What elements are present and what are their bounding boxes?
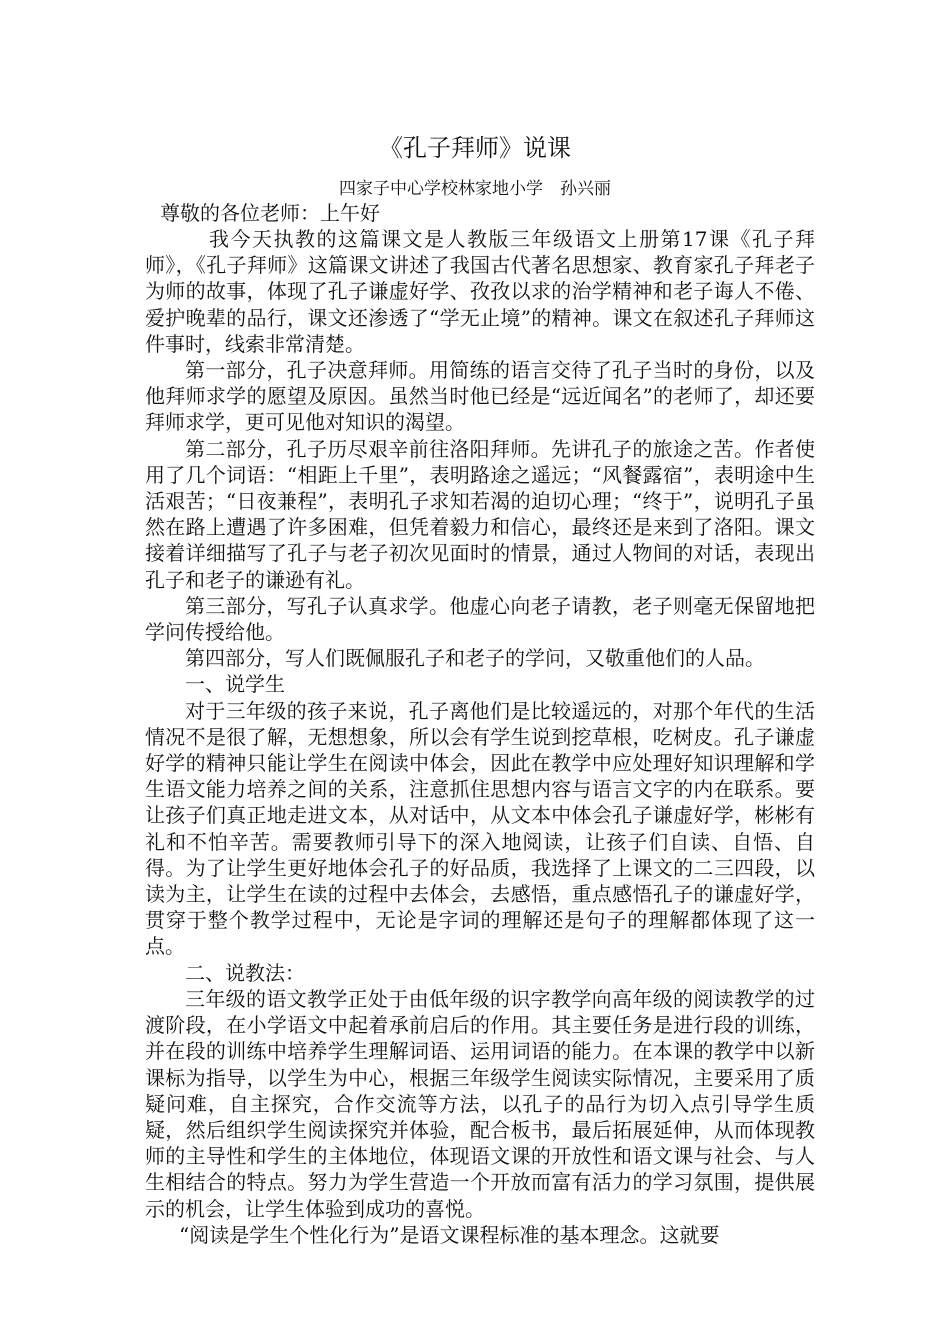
paragraph-part-three: 第三部分，写孔子认真求学。他虚心向老子请教，老子则毫无保留地把学问传授给他。 xyxy=(145,593,815,645)
paragraph-intro: 我今天执教的这篇课文是人教版三年级语文上册第17课《孔子拜师》，《孔子拜师》这篇课文讲述了我国古代著名思想家、教育家孔子拜老子为师的故事，体现了孔子谦虚好学、孜孜以求的治学精神和老子诲人不倦、爱护晚辈的品行，课文还渗透了“学无止境”的精神。课文在叙述孔子拜师这件事时，线索非常清楚。 xyxy=(145,227,815,356)
paragraph-part-one: 第一部分，孔子决意拜师。用简练的语言交待了孔子当时的身份，以及他拜师求学的愿望及原因。虽然当时他已经是“远近闻名”的老师了，却还要拜师求学，更可见他对知识的渴望。 xyxy=(145,358,815,435)
paragraph-students: 对于三年级的孩子来说，孔子离他们是比较遥远的，对那个年代的生活情况不是很了解，无想想象，所以会有学生说到挖草根，吃树皮。孔子谦虚好学的精神只能让学生在阅读中体会，因此在教学中应处理好知识理解和学生语文能力培养之间的关系，注意抓住思想内容与语言文字的内在联系。要让孩子们真正地走进文本，从对话中，从文本中体会孔子谦虚好学，彬彬有礼和不怕辛苦。需要教师引导下的深入地阅读，让孩子们自读、自悟、自得。为了让学生更好地体会孔子的好品质，我选择了上课文的二三四段，以读为主，让学生在读的过程中去体会，去感悟，重点感悟孔子的谦虚好学，贯穿于整个教学过程中，无论是字词的理解还是句子的理解都体现了这一点。 xyxy=(145,698,815,959)
paragraph-part-four: 第四部分，写人们既佩服孔子和老子的学问，又敬重他们的人品。 xyxy=(185,646,765,671)
paragraph-methods: 三年级的语文教学正处于由低年级的识字教学向高年级的阅读教学的过渡阶段，在小学语文中起着承前启后的作用。其主要任务是进行段的训练，并在段的训练中培养学生理解词语、运用词语的能力。在本课的教学中以新课标为指导，以学生为中心，根据三年级学生阅读实际情况，主要采用了质疑问难，自主探究，合作交流等方法，以孔子的品行为切入点引导学生质疑，然后组织学生阅读探究并体验，配合板书，最后拓展延伸，从而体现教师的主导性和学生的主体地位，体现语文课的开放性和语文课与社会、与人生相结合的特点。努力为学生营造一个开放而富有活力的学习氛围，提供展示的机会，让学生体验到成功的喜悦。 xyxy=(145,986,815,1221)
document-title: 《孔子拜师》说课 xyxy=(379,134,571,162)
document-body xyxy=(145,226,815,1248)
section-heading-methods: 二、说教法： xyxy=(185,960,305,985)
document-author: 四家子中心学校林家地小学 孙兴丽 xyxy=(339,179,611,199)
paragraph-reading: “阅读是学生个性化行为”是语文课程标准的基本理念。这就要 xyxy=(179,1222,720,1247)
greeting: 尊敬的各位老师：上午好 xyxy=(160,201,380,225)
section-heading-students: 一、说学生 xyxy=(185,672,285,697)
paragraph-part-two: 第二部分，孔子历尽艰辛前往洛阳拜师。先讲孔子的旅途之苦。作者使用了几个词语：“相距上千里”，表明路途之遥远；“风餐露宿”，表明途中生活艰苦；“日夜兼程”，表明孔子求知若渴的迫切心理；“终于”，说明孔子虽然在路上遭遇了许多困难，但凭着毅力和信心，最终还是来到了洛阳。课文接着详细描写了孔子与老子初次见面时的情景，通过人物间的对话，表现出孔子和老子的谦逊有礼。 xyxy=(145,436,815,592)
